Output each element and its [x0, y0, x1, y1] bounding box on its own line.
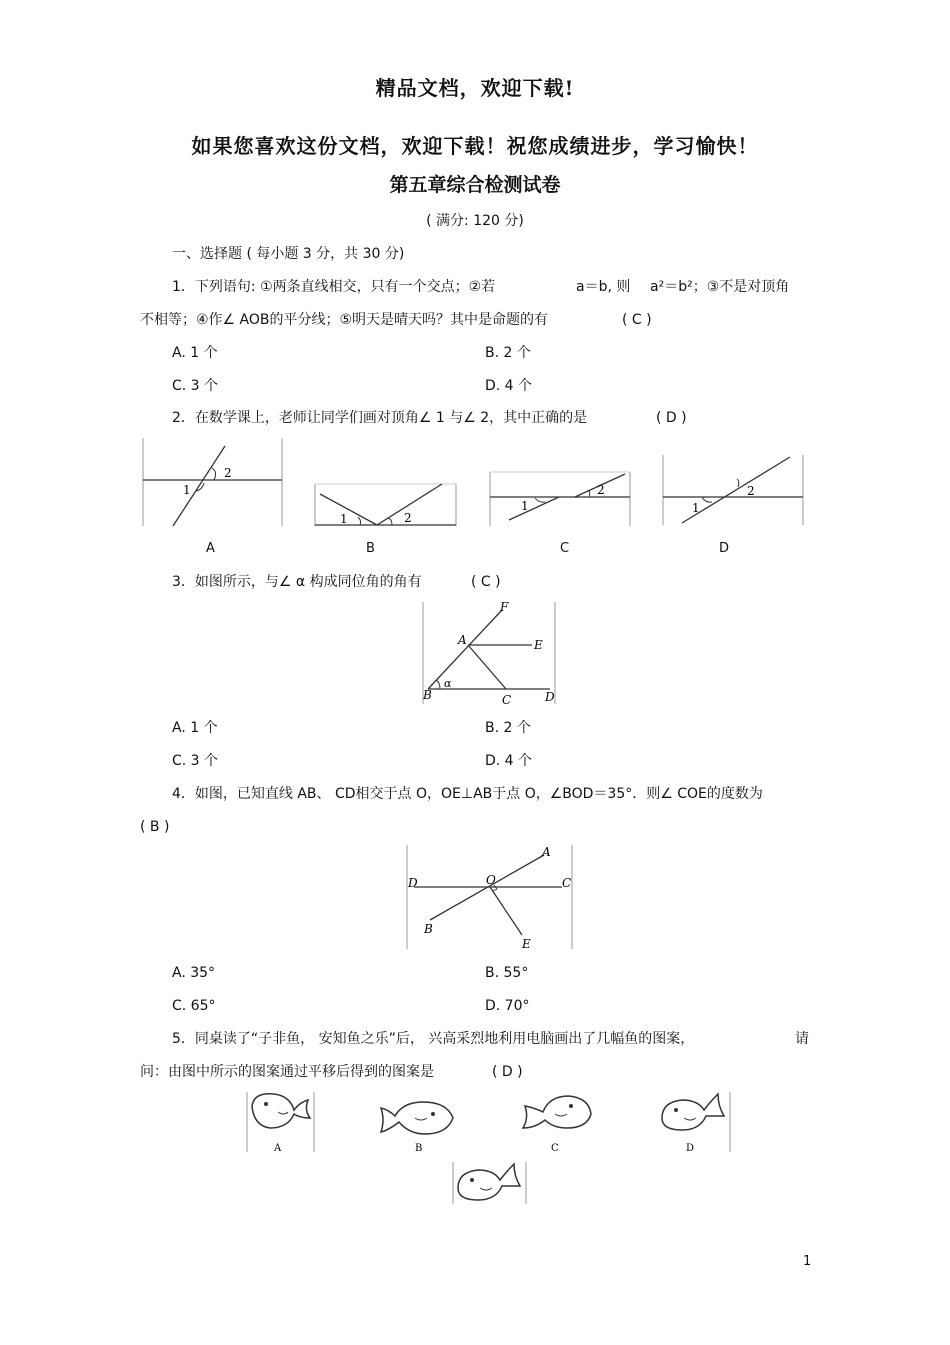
q4-point-d: D	[408, 876, 418, 890]
q2-c-angle1-label: 1	[521, 499, 529, 513]
page-banner: 精品文档，欢迎下载!	[375, 76, 575, 100]
q3-point-b: B	[423, 688, 432, 702]
q2-text: 2．在数学课上，老师让同学们画对顶角∠ 1 与∠ 2，其中正确的是	[172, 410, 588, 426]
q4-option-c: C. 65°	[172, 998, 216, 1014]
q2-a-angle2-label: 2	[224, 466, 232, 480]
q4-text: 4．如图，已知直线 AB、 CD相交于点 O，OE⊥AB于点 O，∠BOD＝35°．则∠ COE的度数为	[172, 786, 763, 802]
q2-figure-a	[140, 438, 285, 528]
q4-option-b: B. 55°	[485, 965, 529, 981]
q2-figure-b	[312, 480, 460, 530]
q1-option-a: A. 1 个	[172, 345, 218, 361]
q1-expr2: a²＝b²；③不是对顶角	[650, 279, 790, 295]
q4-point-o: O	[486, 873, 496, 887]
q5-fish-d	[654, 1088, 734, 1154]
q3-figure	[420, 600, 560, 708]
q5-fish-original	[450, 1160, 530, 1206]
q2-d-angle2-label: 2	[747, 484, 755, 498]
document-title: 第五章综合检测试卷	[389, 174, 561, 196]
q5-label-d: D	[686, 1143, 695, 1154]
q3-option-a: A. 1 个	[172, 720, 218, 736]
q2-answer: ( D )	[656, 410, 687, 426]
q1-option-c: C. 3 个	[172, 378, 219, 394]
q4-point-c: C	[562, 876, 572, 890]
q2-label-c: C	[560, 541, 570, 556]
welcome-line: 如果您喜欢这份文档，欢迎下载！祝您成绩进步，学习愉快！	[191, 134, 759, 158]
q4-answer: ( B )	[140, 819, 170, 835]
q1-option-d: D. 4 个	[485, 378, 533, 394]
q2-label-b: B	[366, 541, 375, 556]
q1-expr1: a＝b, 则	[576, 279, 631, 295]
q5-fish-b	[375, 1088, 463, 1154]
q3-angle-alpha: α	[444, 677, 452, 690]
q1-option-b: B. 2 个	[485, 345, 531, 361]
q4-option-a: A. 35°	[172, 965, 216, 981]
q2-b-angle1-label: 1	[340, 512, 348, 526]
q4-option-d: D. 70°	[485, 998, 530, 1014]
q2-c-angle2-label: 2	[597, 483, 605, 497]
q5-text-line2: 问：由图中所示的图案通过平移后得到的图案是	[140, 1064, 434, 1080]
q5-fish-a	[244, 1088, 318, 1154]
q3-point-d: D	[545, 690, 555, 704]
q3-point-c: C	[502, 693, 512, 707]
q3-option-d: D. 4 个	[485, 753, 533, 769]
q5-label-b: B	[415, 1143, 423, 1154]
q3-answer: ( C )	[471, 574, 501, 590]
q4-point-e: E	[522, 937, 531, 951]
q5-label-c: C	[551, 1143, 559, 1154]
score-note: ( 满分: 120 分)	[426, 213, 524, 229]
q3-point-a: A	[458, 633, 467, 647]
q2-figure-c	[487, 470, 633, 528]
q3-point-e: E	[534, 638, 543, 652]
q3-point-f: F	[500, 600, 509, 614]
q5-fish-c	[515, 1088, 595, 1154]
q2-label-d: D	[719, 541, 730, 556]
q2-a-angle1-label: 1	[183, 483, 191, 497]
q5-answer: ( D )	[492, 1064, 523, 1080]
q3-text: 3．如图所示，与∠ α 构成同位角的角有	[172, 574, 422, 590]
section-heading: 一、选择题 ( 每小题 3 分，共 30 分)	[172, 246, 405, 262]
q5-label-a: A	[274, 1143, 282, 1154]
q4-figure	[404, 843, 576, 953]
q5-text-line1: 5．同桌读了“子非鱼， 安知鱼之乐”后， 兴高采烈地利用电脑画出了几幅鱼的图案，	[172, 1031, 695, 1047]
q1-text-line2: 不相等；④作∠ AOB的平分线；⑤明天是晴天吗？其中是命题的有	[140, 312, 549, 328]
q1-answer: ( C )	[622, 312, 652, 328]
q4-point-b: B	[424, 922, 433, 936]
q3-option-b: B. 2 个	[485, 720, 531, 736]
page-number: 1	[803, 1254, 812, 1269]
q3-option-c: C. 3 个	[172, 753, 219, 769]
q2-d-angle1-label: 1	[692, 501, 700, 515]
q1-text-line1: 1．下列语句: ①两条直线相交，只有一个交点；②若	[172, 279, 496, 295]
q2-b-angle2-label: 2	[404, 511, 412, 525]
q5-text-line1-end: 请	[795, 1031, 809, 1047]
q2-figure-d	[660, 455, 806, 527]
q2-label-a: A	[206, 541, 215, 556]
q4-point-a: A	[542, 845, 551, 859]
